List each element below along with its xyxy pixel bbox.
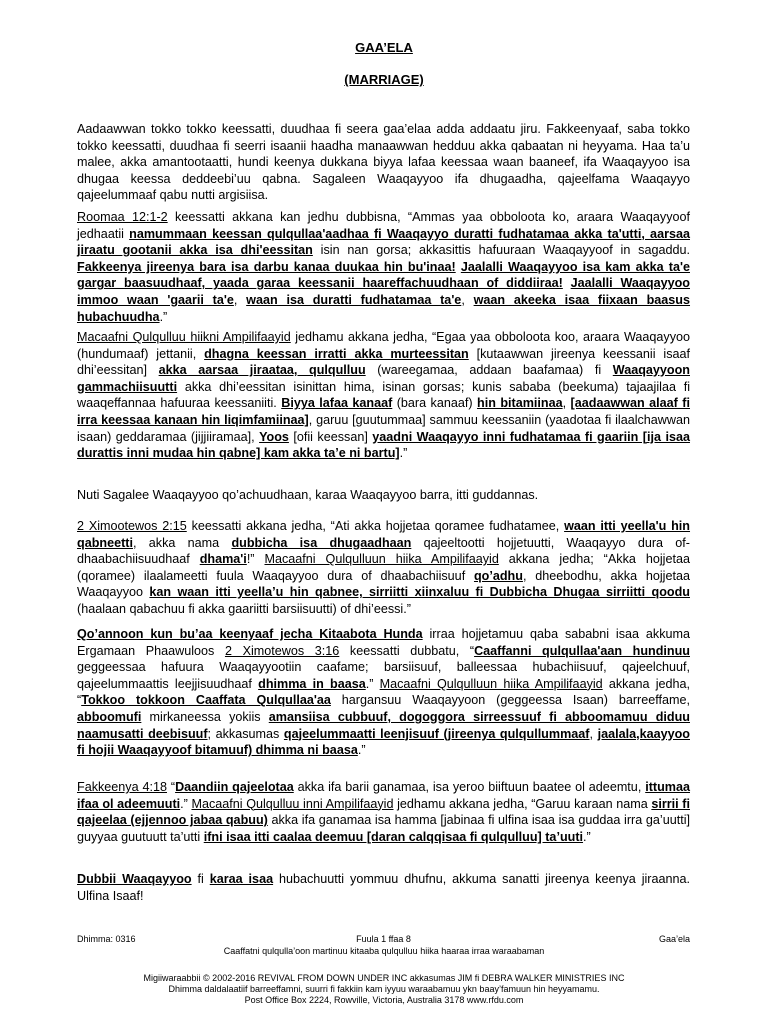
footer-scripture-note: Caaffatni qulqulla’oon martinuu kitaaba qulqulluu hiika haaraa irraa waraabaman [223,946,545,956]
scripture-reference: Roomaa 12:1-2 [77,210,168,224]
paragraph-intro: Aadaawwan tokko tokko keessatti, duudhaa fi seera gaa’elaa adda addaatu jiru. Fakkeenyaaf, saba tokko tokko keessatti, duudhaa fi seerri isaanii haadha manaawwan hedduu akka qabaatan ni heyyama. Haa ta’u malee, akka amantootaatti, hundi keenya dukkana biyya lafaa keessaa waan baaneef, ifa Waaqayyoo isa dhugaa keessa deddeebi’uu qabna. Sagaleen Waaqayyoo ifa dhugaadha, qajeelfama Waaqayyo qajeelummaaf qabu nutti argisiisa. [77,122,690,203]
footer-page-number: Fuula 1 ffaa 8 [356,934,411,944]
footer-copyright: Migiiwaraabbii © 2002-2016 REVIVAL FROM DOWN UNDER INC akkasumas JIM fi DEBRA WALKER MINISTRIES INC [143,973,625,983]
scripture-reference: 2 Ximootewos 2:15 [77,519,187,533]
paragraph-amplified-romans: Macaafni Qulqulluu hiikni Ampilifaayid jedhamu akkana jedha, “Egaa yaa obboloota koo, araara Waaqayyoo (hundumaaf) jettanii, dhagna keessan irratti akka murteessitan [kutaawwan jireenya keessanii isaaf dhi’eessitan] akka aarsaa jiraataa, qulqulluu (wareegamaa, addaan baafamaa) fi Waaqayyoon gammachiisuutti akka dhi’eessitan isinittan hima, isinan gorsas; kunis sababa (beekuma) tajaajilaa fi waaqeffannaa hafuuraa keessaniiti. Biyya lafaa kanaaf (bara kanaaf) hin bitamiinaa, [aadaawwan alaaf fi irra keessaa kanaan hin liqimfamiinaa], garuu [guutummaa] sammuu keessaniin (yaadotaa fi ilaalchawwan isaan) geddaramaa (jijjiiramaa], Yoos [ofii keessan] yaadni Waaqayyo inni fudhatamaa fi gaariin [ija isaa durattis inni mudaa hin qabne] kam akka ta’e ni bartu].” [77,330,691,461]
document-subtitle: (MARRIAGE) [344,72,424,87]
paragraph-timothy: 2 Ximootewos 2:15 keessatti akkana jedha, “Ati akka hojjetaa qoramee fudhatamee, waan itti yeella'u hin qabneetti, akka nama dubbicha isa dhugaadhaan qajeeltootti hojjetuutti, Waaqayyo dura of-dhaabachiisuudhaaf dhama'i!” Macaafni Qulqulluun hiika Ampilifaayid akkana jedha; “Akka hojjetaa (qoramee) ilaalameetti fuula Waaqayyoo dura of dhaabachiisuuf qo’adhu, dheebodhu, akka hojjetaa Waaqayyoo kan waan itti yeella’u hin qabnee, sirriitti xiinxaluu fi Dubbicha Dhugaa sirriitti qoodu (haalaan qabachuu fi akka gaariitti barsiisuutti) of dhi’eessi.” [77,519,691,616]
scripture-reference: 2 Ximotewos 3:16 [224,643,340,658]
footer-permission-note: Dhimma daldalaatiif barreeffamni, suurri fi fakkiin kam iyyuu waraabamuu ykn baay’famuun hin heyyamamu. [168,984,600,994]
paragraph-romans: Roomaa 12:1-2 keessatti akkana kan jedhu dubbisna, “Ammas yaa obboloota ko, araara Waaqayyoof jedhaatii namummaan keessan qulqullaa'aadhaa fi Waaqayyo duratti fudhatamaa akka ta'utti, aarsaa jiraatu gootanii akka isa dhi'eessitan isin nan gorsa; akkasittis hafuuraan Waaqayyoof in sagaddu. Fakkeenya jireenya bara isa darbu kanaa duukaa hin bu'inaa! Jaalalli Waaqayyoo isa kam akka ta'e gargar baasuudhaaf, yaada garaa keessanii haareffachuudhaan of diddiiraa! Jaalalli Waaqayyoo immoo waan 'gaarii ta'e, waan isa duratti fudhatamaa ta'e, waan akeeka isaa fiixaan baasus hubachuudha.” [77,210,691,324]
footer-topic: Gaa’ela [658,934,690,944]
scripture-reference: Fakkeenya 4:18 [77,780,167,794]
scripture-reference: Macaafni Qulqulluun hiika Ampilifaayid [379,676,603,691]
document-title: GAA’ELA [355,40,413,55]
scripture-reference: Macaafni Qulqulluu hiikni Ampilifaayid [77,330,291,344]
scripture-reference: Macaafni Qulqulluu inni Ampilifaayid [191,796,394,811]
paragraph-conclusion: Dubbii Waaqayyoo fi karaa isaa hubachuutti yommuu dhufnu, akkuma sanatti jireenya keenya jiraanna. Ulfina Isaaf! [77,872,691,903]
paragraph-proverbs: Fakkeenya 4:18 “Daandiin qajeelotaa akka ifa barii ganamaa, isa yeroo biiftuun baatee ol adeemtu, ittumaa ifaa ol adeemuuti.” Macaafni Qulqulluu inni Ampilifaayid jedhamu akkana jedha, “Garuu karaan nama sirrii fi qajeelaa (ejjennoo jabaa qabuu) akka ifa ganamaa isa hamma [jabinaa fi ulfina isaa isa guddaa irra ga’uutti] guyyaa guutuutt ta’utti ifni isaa itti caalaa deemuu [daran calqqisaa fi qulqulluu] ta’uuti.” [77,780,690,844]
scripture-reference: Macaafni Qulqulluun hiika Ampilifaayid [264,552,499,567]
footer-document-number: Dhimma: 0316 [77,934,136,944]
paragraph-scriptures: Qo’annoon kun bu’aa keenyaaf jecha Kitaabota Hunda irraa hojjetamuu qaba sababni isaa akkuma Ergamaan Phaawuloos 2 Ximotewos 3:16 keessatti dubbatu, “Caaffanni qulqullaa'aan hundinuu geggeessaa hafuura Waaqayyootiin caafame; barsiisuuf, balleessaa hubachiisuuf, qajeelchuuf, qajeelummaattis leejjisuudhaaf dhimma in baasa.” Macaafni Qulqulluun hiika Ampilifaayid akkana jedha, “Tokkoo tokkoon Caaffata Qulqullaa'aa hargansuu Waaqayyoon (geggeessa Isaan) barreeffame, abboomufi mirkaneessa yokiis amansiisa cubbuuf, dogoggora sirreessuuf fi abboomamuu diduu naamusatti deebisuuf; akkasumas qajeelummaatti leenjisuuf (jireenya qulqullummaaf, jaalala,kaayyoo fi hojii Waaqayyoof bitamuuf) dhimma ni baasa.” [77,627,691,758]
paragraph-growth: Nuti Sagalee Waaqayyoo qo’achuudhaan, karaa Waaqayyoo barra, itti guddannas. [77,488,539,502]
footer-address: Post Office Box 2224, Rowville, Victoria, Australia 3178 www.rfdu.com [244,995,524,1005]
